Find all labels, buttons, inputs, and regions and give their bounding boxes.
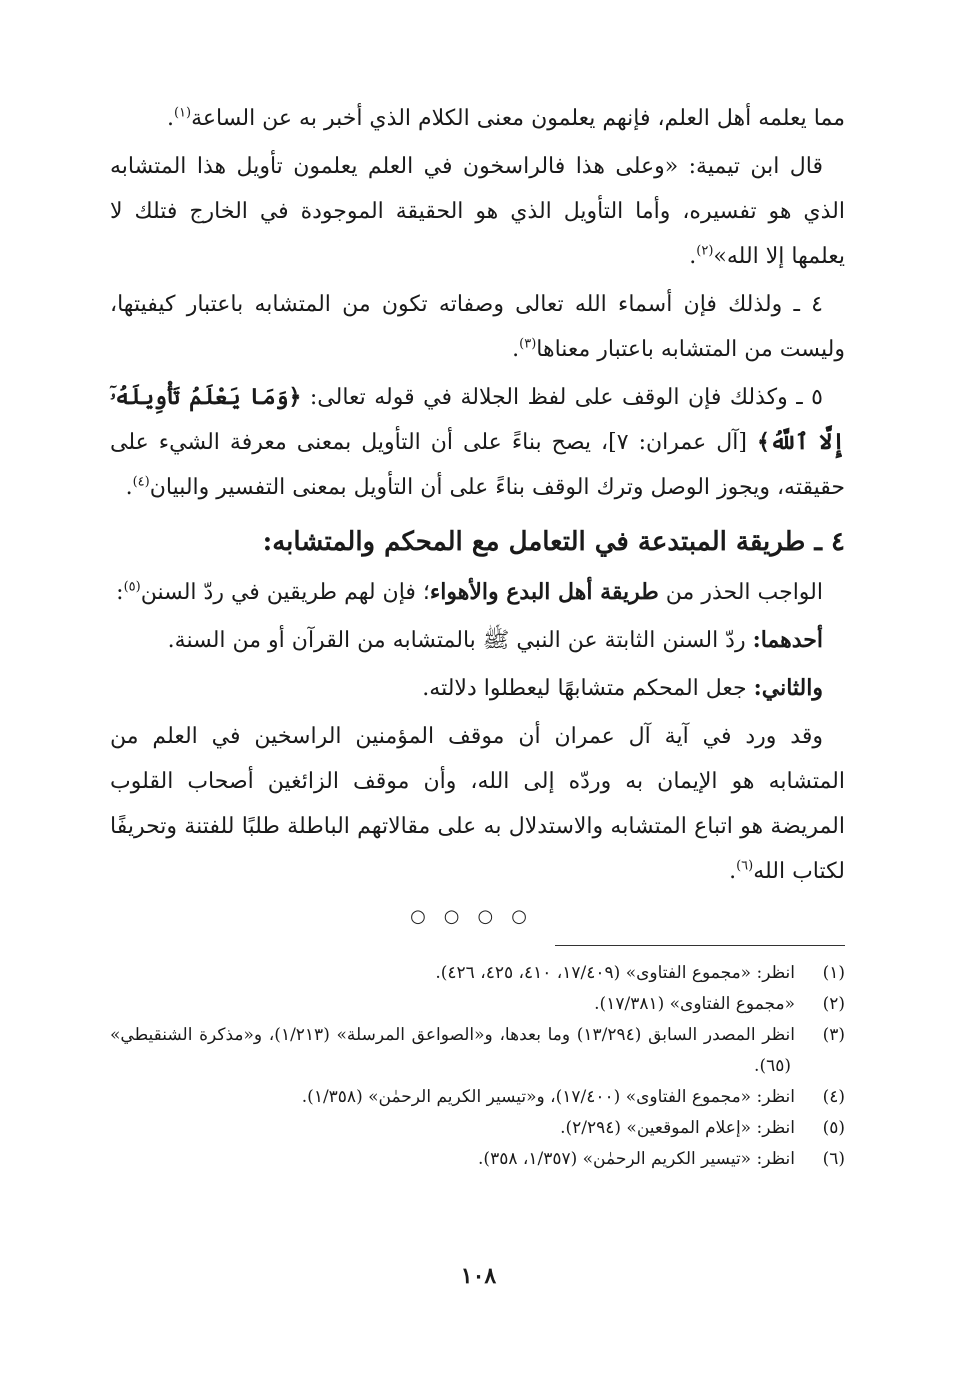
paragraph-text: ٤ ـ ولذلك فإن أسماء الله تعالى وصفاته تكون من المتشابه باعتبار كيفيتها، وليست من المتشابه باعتبار معناها [110, 292, 845, 362]
footnotes [110, 958, 845, 1175]
footnote-ref-2[interactable]: (٢) [696, 243, 714, 259]
footnote-1 [110, 958, 845, 989]
footnote-4 [110, 1082, 845, 1113]
footnote-2 [110, 989, 845, 1020]
footnote-3 [110, 1020, 845, 1082]
page-number: ١٠٨ [460, 1263, 497, 1289]
paragraph-text: مما يعلمه أهل العلم، فإنهم يعلمون معنى الكلام الذي أخبر به عن الساعة [191, 106, 845, 131]
footnote-5 [110, 1113, 845, 1144]
paragraph-point-5: ٥ ـ وكذلك فإن الوقف على لفظ الجلالة في قوله تعالى: ﴿وَمَا يَعْلَمُ تَأْوِيلَهُۥٓ إِلَّا ٱللَّهُ﴾ [آل عمران: ٧]، يصح بناءً على أن التأويل بمعنى معرفة الشيء على حقيقته، ويجوز الوصل وترك الوقف بناءً على أن التأويل بمعنى التفسير والبيان$^{(٤)}$. [110, 384, 845, 500]
paragraph-text: قال ابن تيمية: «وعلى هذا فالراسخون في العلم يعلمون تأويل هذا المتشابه الذي هو تفسيره، وأما التأويل الذي هو الحقيقة الموجودة في الخارج فتلك لا يعلمها إلا الله» [110, 154, 845, 269]
paragraph-ibn-taymiyyah-quote: قال ابن تيمية: «وعلى هذا فالراسخون في العلم يعلمون تأويل هذا المتشابه الذي هو تفسيره، وأما التأويل الذي هو الحقيقة الموجودة في الخارج فتلك لا يعلمها إلا الله»$^{(٢)}$. [110, 154, 845, 269]
footnote-number: (٣) [822, 1025, 845, 1045]
section-heading: ٤ ـ طريقة المبتدعة في التعامل مع المحكم والمتشابه: [262, 527, 845, 557]
footnote-6 [110, 1144, 845, 1175]
footnote-text: انظر: «تيسير الكريم الرحمٰن» (١/٣٥٧، ٣٥٨). [478, 1149, 795, 1169]
footnote-ref-1[interactable]: (١) [173, 105, 192, 121]
footnote-number: (٥) [822, 1118, 845, 1138]
list-item-text: ردّ السنن الثابتة عن النبي ﷺ بالمتشابه من القرآن أو من السنة. [167, 628, 753, 653]
footnote-text: «مجموع الفتاوى» (١٧/٣٨١). [594, 994, 795, 1014]
paragraph-text: ؛ فإن لهم طريقين في ردّ السنن [140, 580, 430, 605]
list-item-label: أحدهما: [752, 627, 823, 653]
footnote-number: (٦) [822, 1149, 845, 1169]
page-content [110, 96, 845, 1175]
list-item-label: والثاني: [753, 675, 823, 701]
quran-verse: ﴿وَمَا يَعْلَمُ تَأْوِيلَهُۥٓ إِلَّا ٱللَّهُ﴾ [110, 384, 845, 455]
emphasis-text: طريقة أهل البدع والأهواء [429, 579, 659, 605]
paragraph-text: وقد ورد في آية آل عمران أن موقف المؤمنين الراسخين في العلم من المتشابه هو الإيمان به وردّه إلى الله، وأن موقف الزائغين أصحاب القلوب المريضة هو اتباع المتشابه والاستدلال به على مقالاتهم الباطلة طلبًا للفتنة وتحريفًا لكتاب الله [110, 724, 845, 884]
list-item-second [110, 666, 845, 711]
paragraph-text: ٥ ـ وكذلك فإن الوقف على لفظ الجلالة في قوله تعالى: [301, 385, 823, 410]
paragraph-1: مما يعلمه أهل العلم، فإنهم يعلمون معنى الكلام الذي أخبر به عن الساعة$^{(١)}$. [166, 105, 845, 131]
footnote-ref-6[interactable]: (٦) [736, 858, 754, 874]
footnote-divider [555, 945, 845, 946]
section-separator: ○○○○ [410, 906, 545, 927]
footnote-number: (٢) [822, 994, 845, 1014]
footnote-ref-3[interactable]: (٣) [519, 336, 537, 352]
section-intro [110, 570, 845, 615]
list-item-first [110, 618, 845, 663]
footnote-text: انظر: «إعلام الموقعين» (٢/٢٩٤). [560, 1118, 795, 1138]
footnote-text: انظر المصدر السابق (١٣/٢٩٤) وما بعدها، و«الصواعق المرسلة» (١/٢١٣)، و«مذكرة الشنقيطي» (٦٥). [110, 1025, 795, 1076]
footnote-ref-5[interactable]: (٥) [123, 579, 141, 595]
footnote-number: (١) [822, 963, 845, 983]
paragraph-text: [آل عمران: ٧]، يصح بناءً على أن التأويل بمعنى معرفة الشيء على حقيقته، ويجوز الوصل وترك الوقف بناءً على أن التأويل بمعنى التفسير والبيان [110, 430, 845, 500]
paragraph-point-4: ٤ ـ ولذلك فإن أسماء الله تعالى وصفاته تكون من المتشابه باعتبار كيفيتها، وليست من المتشابه باعتبار معناها$^{(٣)}$. [110, 292, 845, 362]
paragraph-closing: وقد ورد في آية آل عمران أن موقف المؤمنين الراسخين في العلم من المتشابه هو الإيمان به وردّه إلى الله، وأن موقف الزائغين أصحاب القلوب المريضة هو اتباع المتشابه والاستدلال به على مقالاتهم الباطلة طلبًا للفتنة وتحريفًا لكتاب الله$^{(٦)}$. [110, 724, 845, 884]
paragraph-text: الواجب الحذر من [658, 580, 823, 605]
footnote-number: (٤) [822, 1087, 845, 1107]
list-item-text: جعل المحكم متشابهًا ليعطلوا دلالته. [422, 676, 754, 701]
footnote-text: انظر: «مجموع الفتاوى» (١٧/٤٠٠)، و«تيسير الكريم الرحمٰن» (١/٣٥٨). [301, 1087, 795, 1107]
paragraph-text: : [116, 580, 124, 605]
footnote-text: انظر: «مجموع الفتاوى» (١٧/٤٠٩، ٤١٠، ٤٢٥، ٤٢٦). [435, 963, 795, 983]
footnote-ref-4[interactable]: (٤) [132, 474, 150, 490]
